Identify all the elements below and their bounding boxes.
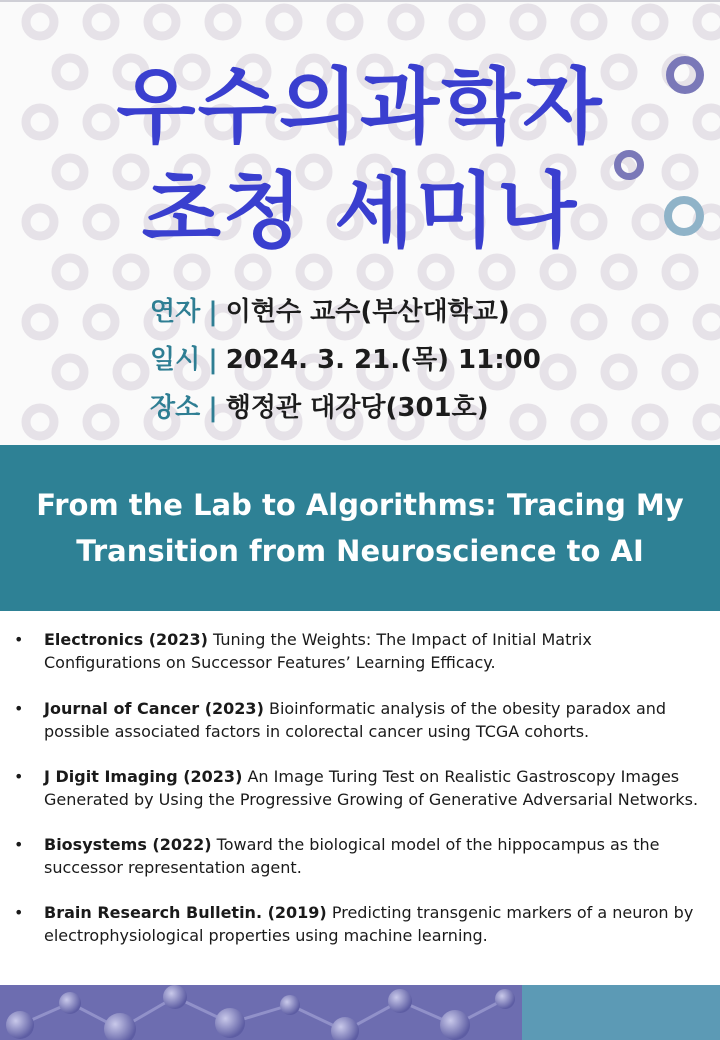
publication-title: An Image Turing Test on Realistic Gastroscopy Images Generated by Using the Progressive Growing of Generative Adversarial Networks. xyxy=(44,767,699,809)
accent-ring-icon xyxy=(664,196,704,236)
molecule-illustration xyxy=(0,985,522,1040)
pattern-ring xyxy=(636,408,664,436)
info-label: 연자 xyxy=(150,297,201,327)
poster-header xyxy=(0,0,720,445)
pattern-ring xyxy=(117,358,145,386)
info-speaker xyxy=(150,288,541,336)
bullet-icon: • xyxy=(14,699,24,718)
pattern-ring xyxy=(239,258,267,286)
pattern-ring xyxy=(87,8,115,36)
pattern-ring xyxy=(300,258,328,286)
pattern-ring xyxy=(87,408,115,436)
info-separator: | xyxy=(208,393,218,423)
pattern-ring xyxy=(575,8,603,36)
publication-item xyxy=(0,697,720,743)
publication-venue: Electronics (2023) xyxy=(44,630,208,649)
publication-title: Predicting transgenic markers of a neuron by electrophysiological properties using machine learning. xyxy=(44,903,694,945)
bullet-icon: • xyxy=(14,767,24,786)
pattern-ring xyxy=(636,8,664,36)
pattern-ring xyxy=(453,8,481,36)
talk-title-banner xyxy=(0,445,720,611)
info-separator: | xyxy=(208,297,218,327)
info-value: 2024. 3. 21.(목) 11:00 xyxy=(225,345,541,375)
pattern-ring xyxy=(636,308,664,336)
pattern-ring xyxy=(544,258,572,286)
accent-ring-icon xyxy=(614,150,644,180)
pattern-ring xyxy=(148,8,176,36)
pattern-ring xyxy=(697,408,720,436)
info-separator: | xyxy=(208,345,218,375)
publication-venue: Journal of Cancer (2023) xyxy=(44,699,264,718)
pattern-ring xyxy=(544,358,572,386)
publication-item xyxy=(0,765,720,811)
pattern-ring xyxy=(605,258,633,286)
pattern-ring xyxy=(575,408,603,436)
pattern-ring xyxy=(87,308,115,336)
pattern-ring xyxy=(605,358,633,386)
pattern-ring xyxy=(575,308,603,336)
publication-item xyxy=(0,901,720,947)
pattern-ring xyxy=(483,258,511,286)
publication-title: Toward the biological model of the hippocampus as the successor representation agent. xyxy=(44,835,660,877)
pattern-ring xyxy=(117,258,145,286)
pattern-ring xyxy=(26,8,54,36)
pattern-ring xyxy=(697,308,720,336)
pattern-ring xyxy=(392,8,420,36)
event-info xyxy=(150,288,541,432)
info-value: 이현수 교수(부산대학교) xyxy=(225,297,510,327)
talk-title-line2: Transition from Neuroscience to AI xyxy=(76,534,644,568)
info-label: 일시 xyxy=(150,345,201,375)
pattern-ring xyxy=(26,308,54,336)
info-value: 행정관 대강당(301호) xyxy=(225,393,489,423)
publication-list xyxy=(0,628,720,947)
talk-title xyxy=(15,482,705,574)
talk-title-line1: From the Lab to Algorithms: Tracing My xyxy=(36,488,684,522)
poster-title-line1: 우수의과학자 xyxy=(116,60,604,155)
top-border xyxy=(0,0,720,2)
publication-venue: Brain Research Bulletin. (2019) xyxy=(44,903,327,922)
pattern-ring xyxy=(56,358,84,386)
footer-color-block xyxy=(522,985,720,1040)
pattern-ring xyxy=(56,258,84,286)
publication-venue: Biosystems (2022) xyxy=(44,835,212,854)
poster-title-line2: 초청 세미나 xyxy=(141,164,579,259)
pattern-ring xyxy=(270,8,298,36)
publication-item xyxy=(0,833,720,879)
bullet-icon: • xyxy=(14,630,24,649)
publication-title: Tuning the Weights: The Impact of Initial Matrix Configurations on Successor Features’ Learning Efficacy. xyxy=(44,630,592,672)
pattern-ring xyxy=(361,258,389,286)
pattern-ring xyxy=(514,8,542,36)
publication-item xyxy=(0,628,720,674)
info-datetime xyxy=(150,336,541,384)
bullet-icon: • xyxy=(14,903,24,922)
publication-title: Bioinformatic analysis of the obesity paradox and possible associated factors in colorectal cancer using TCGA cohorts. xyxy=(44,699,667,741)
pattern-ring xyxy=(26,408,54,436)
info-label: 장소 xyxy=(150,393,201,423)
pattern-ring xyxy=(666,258,694,286)
pattern-ring xyxy=(178,258,206,286)
publication-venue: J Digit Imaging (2023) xyxy=(44,767,243,786)
pattern-ring xyxy=(422,258,450,286)
pattern-ring xyxy=(331,8,359,36)
bullet-icon: • xyxy=(14,835,24,854)
accent-ring-icon xyxy=(666,56,704,94)
pattern-ring xyxy=(209,8,237,36)
info-location xyxy=(150,384,541,432)
pattern-ring xyxy=(666,358,694,386)
pattern-ring xyxy=(697,8,720,36)
